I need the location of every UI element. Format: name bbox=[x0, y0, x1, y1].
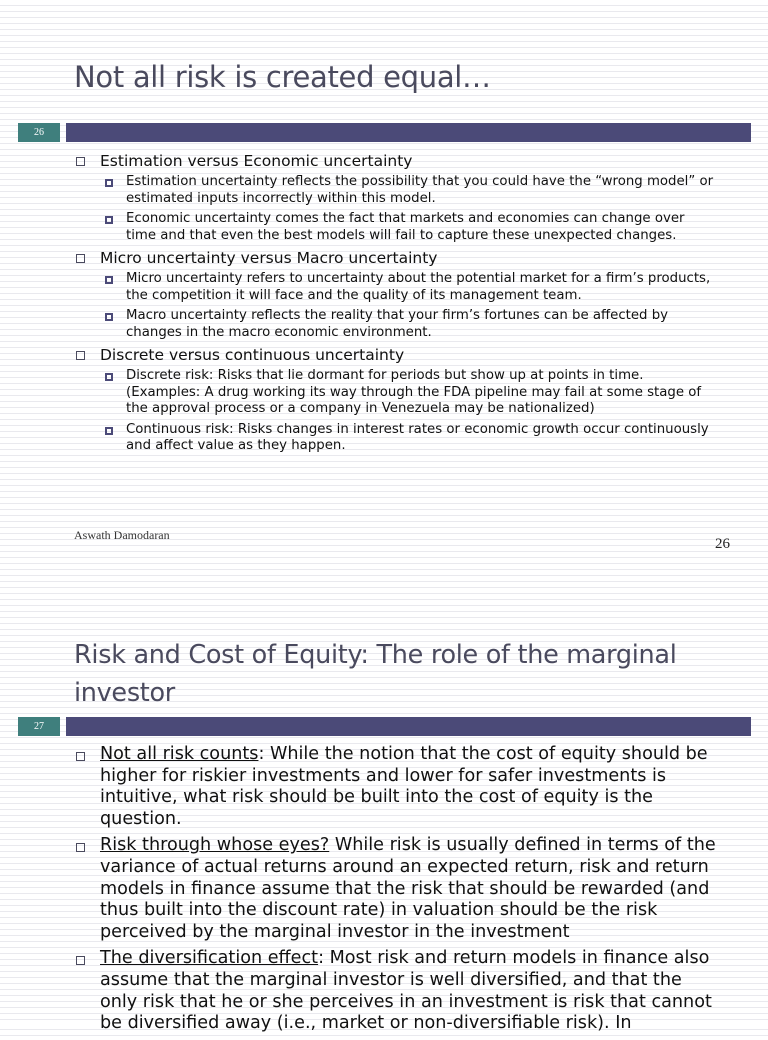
sub-bullet-text: Micro uncertainty refers to uncertainty about the potential market for a firm’s products, the competition it will face and the quality of its management team. bbox=[126, 271, 711, 303]
bullet-list bbox=[74, 744, 724, 1040]
square-bullet-icon bbox=[76, 956, 85, 965]
list-item bbox=[100, 271, 714, 304]
square-bullet-icon bbox=[105, 179, 113, 187]
bullet-text: : Most risk and return models in finance also assume that the marginal investor is well diversified, and that the only risk that he or she perceives in an investment is risk that cannot be diversified away (i.e., market or non-diversifiable risk). In bbox=[100, 948, 712, 1034]
slide-number-box: 26 bbox=[18, 123, 60, 142]
list-item bbox=[74, 948, 724, 1034]
list-item bbox=[74, 151, 714, 244]
bullet-text: While risk is usually defined in terms of the variance of actual returns around an expected return, risk and return models in finance assume that the risk that should be rewarded (and thus built into the discount rate) in valuation should be the risk perceived by the marginal investor in the investment bbox=[100, 835, 716, 942]
list-item bbox=[74, 248, 714, 341]
bullet-lead: Risk through whose eyes? bbox=[100, 835, 330, 856]
bullet-lead: Not all risk counts bbox=[100, 744, 259, 764]
slide-number-box: 27 bbox=[18, 717, 60, 736]
square-bullet-icon bbox=[105, 373, 113, 381]
sub-bullet-text: Economic uncertainty comes the fact that markets and economies can change over time and that even the best models will fail to capture these unexpected changes. bbox=[126, 211, 685, 243]
bullet-text: Micro uncertainty versus Macro uncertainty bbox=[100, 249, 438, 267]
list-item bbox=[100, 308, 714, 341]
square-bullet-icon bbox=[76, 351, 85, 360]
list-item bbox=[100, 211, 714, 244]
sub-bullet-list bbox=[100, 174, 714, 244]
title-band bbox=[66, 123, 751, 142]
sub-bullet-list bbox=[100, 368, 714, 455]
bullet-text: Estimation versus Economic uncertainty bbox=[100, 152, 413, 170]
square-bullet-icon bbox=[105, 427, 113, 435]
sub-bullet-text: Continuous risk: Risks changes in interest rates or economic growth occur continuously and affect value as they happen. bbox=[126, 421, 709, 453]
square-bullet-icon bbox=[105, 276, 113, 284]
list-item bbox=[100, 368, 714, 418]
bullet-list bbox=[74, 151, 714, 459]
square-bullet-icon bbox=[105, 216, 113, 224]
sub-bullet-text: Macro uncertainty reflects the reality that your firm’s fortunes can be affected by changes in the macro economic environment. bbox=[126, 308, 669, 340]
sub-bullet-text: Discrete risk: Risks that lie dormant for periods but show up at points in time. (Examples: A drug working its way through the FDA pipeline may fail at some stage of the approval process or a company in Venezuela may be nationalized) bbox=[126, 368, 702, 416]
square-bullet-icon bbox=[76, 157, 85, 166]
square-bullet-icon bbox=[76, 254, 85, 263]
page-number: 26 bbox=[715, 536, 730, 552]
sub-bullet-list bbox=[100, 271, 714, 341]
bullet-text: Discrete versus continuous uncertainty bbox=[100, 346, 405, 364]
list-item bbox=[74, 345, 714, 455]
list-item bbox=[100, 174, 714, 207]
bullet-lead: The diversification effect bbox=[100, 948, 319, 969]
slide-title: Risk and Cost of Equity: The role of the marginal investor bbox=[74, 640, 677, 708]
footer-author: Aswath Damodaran bbox=[74, 528, 170, 542]
square-bullet-icon bbox=[76, 752, 85, 761]
bullet-text: : While the notion that the cost of equity should be higher for riskier investments and lower for safer investments is intuitive, what risk should be built into the cost of equity is the question. bbox=[100, 744, 708, 829]
square-bullet-icon bbox=[105, 313, 113, 321]
square-bullet-icon bbox=[76, 843, 85, 852]
list-item bbox=[74, 835, 724, 943]
list-item bbox=[74, 744, 724, 830]
slide-title: Not all risk is created equal… bbox=[74, 60, 491, 94]
list-item bbox=[100, 422, 714, 455]
sub-bullet-text: Estimation uncertainty reflects the possibility that you could have the “wrong model” or estimated inputs incorrectly within this model. bbox=[126, 174, 714, 206]
title-band bbox=[66, 717, 751, 736]
